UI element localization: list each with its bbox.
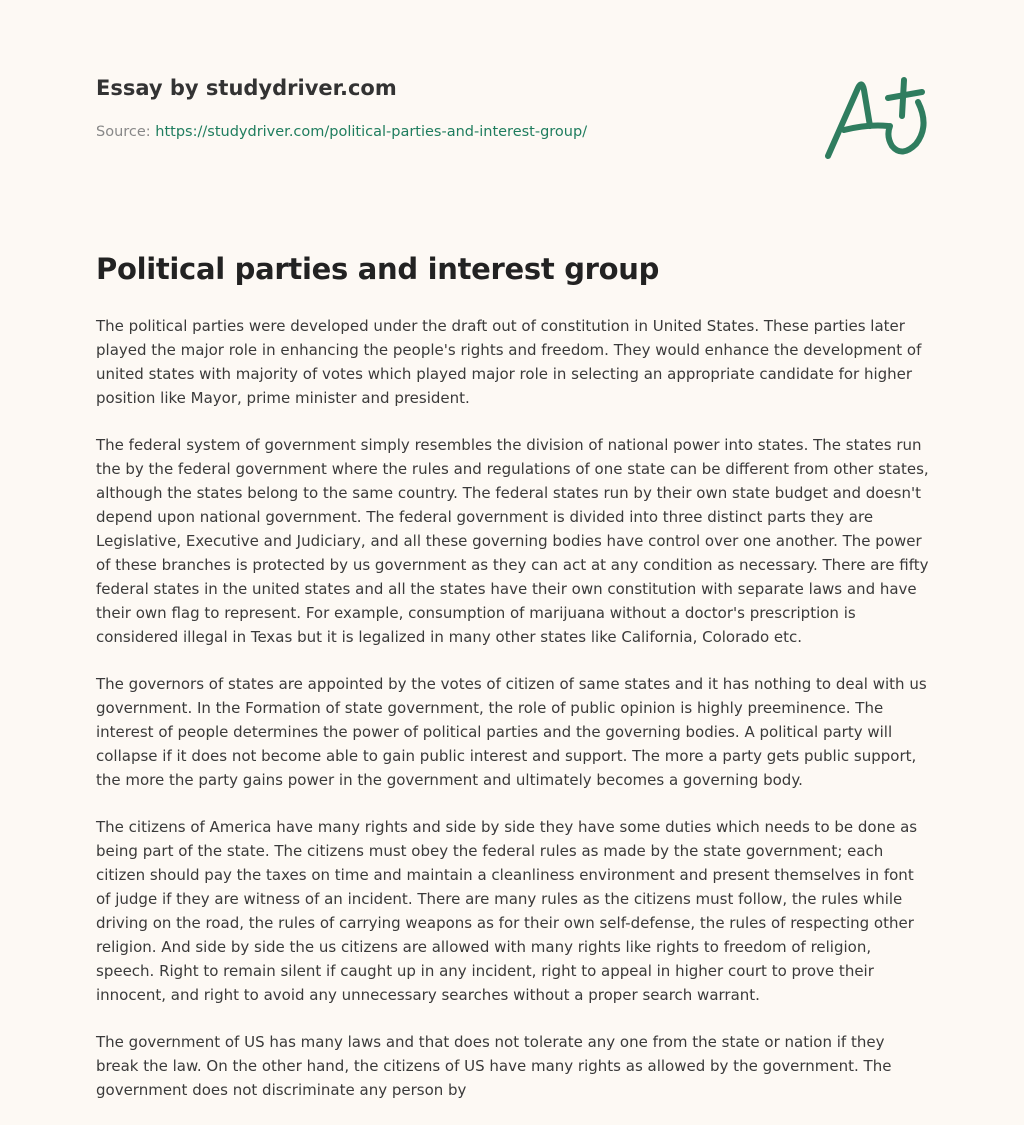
- article-title: Political parties and interest group: [96, 252, 660, 286]
- source-label: Source:: [96, 124, 151, 140]
- paragraph: The political parties were developed under the draft out of constitution in United States. These parties later played the major role in enhancing the people's rights and freedom. They would enhance the development of united states with majority of votes which played major role in selecting an appropriate candidate for higher position like Mayor, prime minister and president.: [96, 317, 922, 407]
- article-body: [96, 314, 930, 1125]
- paragraph: The government of US has many laws and that does not tolerate any one from the state or nation if they break the law. On the other hand, the citizens of US have many rights as allowed by the government. The government does not discriminate any person by: [96, 1033, 892, 1099]
- page-header: [0, 0, 1024, 220]
- a-plus-logo-icon: [818, 66, 934, 166]
- paragraph: The governors of states are appointed by the votes of citizen of same states and it has nothing to deal with us government. In the Formation of state government, the role of public opinion is highly preeminence. The interest of people determines the power of political parties and the governing bodies. A political party will collapse if it does not become able to gain public interest and support. The more a party gets public support, the more the party gains power in the government and ultimately becomes a governing body.: [96, 675, 927, 789]
- paragraph: The federal system of government simply resembles the division of national power into states. The states run the by the federal government where the rules and regulations of one state can be different from other states, although the states belong to the same country. The federal states run by their own state budget and doesn't depend upon national government. The federal government is divided into three distinct parts they are Legislative, Executive and Judiciary, and all these governing bodies have control over one another. The power of these branches is protected by us government as they can act at any condition as necessary. There are fifty federal states in the united states and all the states have their own constitution with separate laws and have their own flag to represent. For example, consumption of marijuana without a doctor's prescription is considered illegal in Texas but it is legalized in many other states like California, Colorado etc.: [96, 436, 929, 646]
- brand-title: Essay by studydriver.com: [96, 76, 397, 100]
- source-line: [96, 124, 587, 140]
- source-link[interactable]: https://studydriver.com/political-parties-and-interest-group/: [155, 124, 588, 140]
- paragraph: The citizens of America have many rights and side by side they have some duties which needs to be done as being part of the state. The citizens must obey the federal rules as made by the state government; each citizen should pay the taxes on time and maintain a cleanliness environment and present themselves in font of judge if they are witness of an incident. There are many rules as the citizens must follow, the rules while driving on the road, the rules of carrying weapons as for their own self-defense, the rules of respecting other religion. And side by side the us citizens are allowed with many rights like rights to freedom of religion, speech. Right to remain silent if caught up in any incident, right to appeal in higher court to prove their innocent, and right to avoid any unnecessary searches without a proper search warrant.: [96, 818, 918, 1004]
